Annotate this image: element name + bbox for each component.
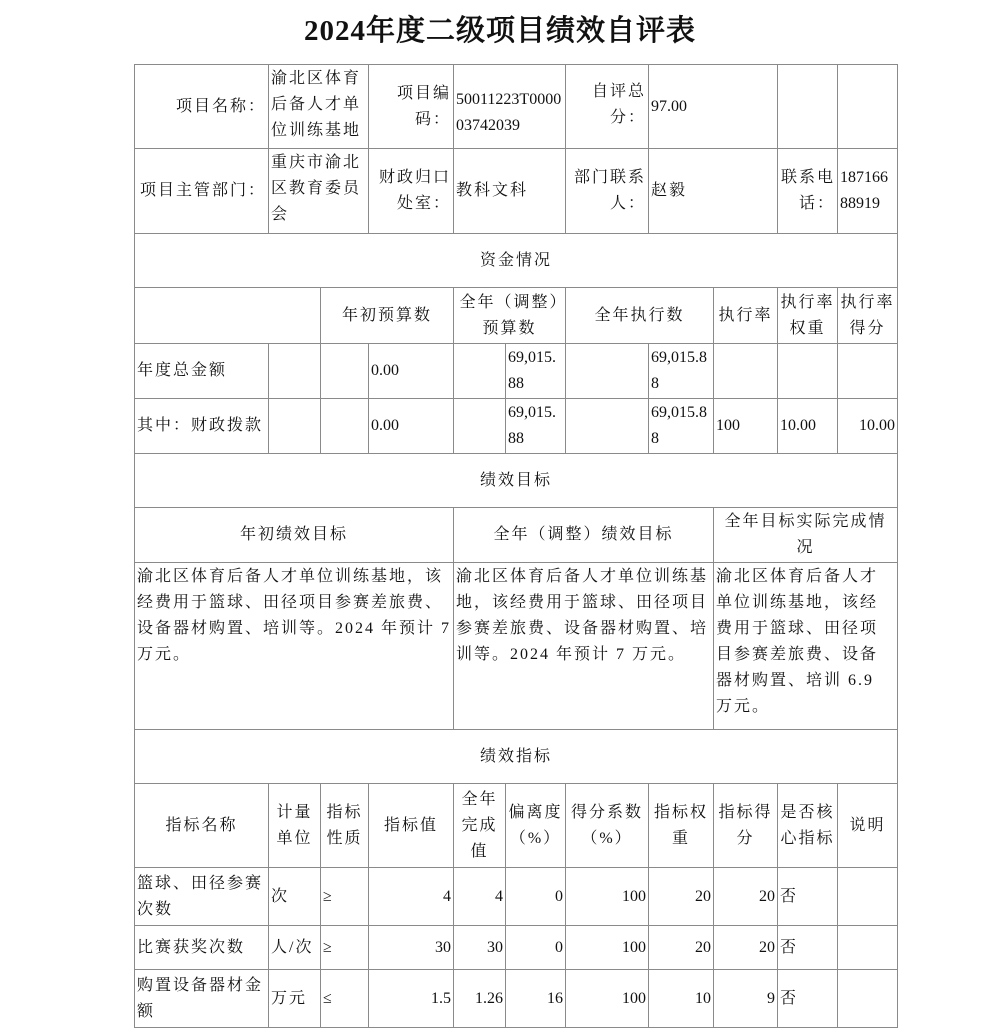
indicator-weight: 10 [649, 970, 714, 1028]
finance-label: 财政归口处室： [369, 149, 454, 234]
funds-row [135, 344, 898, 399]
adjusted-goal: 渝北区体育后备人才单位训练基地，该经费用于篮球、田径项目参赛差旅费、设备器材购置、培训等。2024 年预计 7 万元。 [454, 563, 714, 730]
project-name-label: 项目名称： [135, 65, 269, 149]
indicator-deviation: 16 [506, 970, 566, 1028]
goals-header: 全年（调整）绩效目标 [454, 508, 714, 563]
indicator-header: 说明 [838, 784, 898, 868]
indicator-target: 30 [369, 926, 454, 970]
adjusted-budget: 69,015.88 [506, 399, 566, 454]
dept-label: 项目主管部门： [135, 149, 269, 234]
rate-weight: 10.00 [778, 399, 838, 454]
executed-amount: 69,015.88 [649, 399, 714, 454]
goals-row [135, 563, 898, 730]
indicator-target: 1.5 [369, 970, 454, 1028]
funds-section-title: 资金情况 [135, 234, 898, 288]
indicator-nature: ≥ [321, 926, 369, 970]
indicator-header: 指标值 [369, 784, 454, 868]
indicator-target: 4 [369, 868, 454, 926]
execution-rate [714, 344, 778, 399]
indicator-header: 指标权重 [649, 784, 714, 868]
indicator-actual: 30 [454, 926, 506, 970]
score-value: 97.00 [649, 65, 778, 149]
indicator-row [135, 868, 898, 926]
info-row-2 [135, 149, 898, 234]
indicator-nature: ≤ [321, 970, 369, 1028]
phone-value: 18716688919 [838, 149, 898, 234]
funds-header-row [135, 288, 898, 344]
goals-header: 全年目标实际完成情况 [714, 508, 898, 563]
indicator-name: 购置设备器材金额 [135, 970, 269, 1028]
empty-cell [135, 288, 321, 344]
funds-header: 全年执行数 [566, 288, 714, 344]
indicator-coefficient: 100 [566, 970, 649, 1028]
rate-score: 10.00 [838, 399, 898, 454]
contact-label: 部门联系人： [566, 149, 649, 234]
indicator-deviation: 0 [506, 868, 566, 926]
empty-cell [838, 65, 898, 149]
indicator-weight: 20 [649, 926, 714, 970]
contact-value: 赵毅 [649, 149, 778, 234]
indicator-header: 全年完成值 [454, 784, 506, 868]
indicator-core: 否 [778, 970, 838, 1028]
funds-header: 年初预算数 [321, 288, 454, 344]
indicator-unit: 人/次 [269, 926, 321, 970]
indicator-header: 指标名称 [135, 784, 269, 868]
indicator-note [838, 926, 898, 970]
execution-rate: 100 [714, 399, 778, 454]
indicator-unit: 万元 [269, 970, 321, 1028]
indicator-header: 得分系数（%） [566, 784, 649, 868]
funds-row [135, 399, 898, 454]
indicator-weight: 20 [649, 868, 714, 926]
rate-weight [778, 344, 838, 399]
empty-cell [778, 65, 838, 149]
adjusted-budget: 69,015.88 [506, 344, 566, 399]
funds-header: 执行率 [714, 288, 778, 344]
initial-goal: 渝北区体育后备人才单位训练基地，该经费用于篮球、田径项目参赛差旅费、设备器材购置、培训等。2024 年预计 7 万元。 [135, 563, 454, 730]
indicator-score: 20 [714, 868, 778, 926]
rate-score [838, 344, 898, 399]
indicator-note [838, 868, 898, 926]
indicator-score: 20 [714, 926, 778, 970]
info-row-1 [135, 65, 898, 149]
indicator-coefficient: 100 [566, 868, 649, 926]
actual-goal: 渝北区体育后备人才单位训练基地，该经费用于篮球、田径项目参赛差旅费、设备器材购置、培训 6.9 万元。 [714, 563, 898, 730]
indicator-header: 偏离度（%） [506, 784, 566, 868]
funds-row-label: 年度总金额 [135, 344, 269, 399]
funds-header: 执行率权重 [778, 288, 838, 344]
executed-amount: 69,015.88 [649, 344, 714, 399]
project-name: 渝北区体育后备人才单位训练基地 [269, 65, 369, 149]
indicator-row [135, 926, 898, 970]
indicator-core: 否 [778, 926, 838, 970]
goals-header-row [135, 508, 898, 563]
evaluation-table [134, 64, 898, 1028]
score-label: 自评总分： [566, 65, 649, 149]
goals-section-title: 绩效目标 [135, 454, 898, 508]
goals-header: 年初绩效目标 [135, 508, 454, 563]
indicator-score: 9 [714, 970, 778, 1028]
funds-header: 全年（调整）预算数 [454, 288, 566, 344]
funds-header: 执行率得分 [838, 288, 898, 344]
phone-label: 联系电话： [778, 149, 838, 234]
funds-row-label: 其中：财政拨款 [135, 399, 269, 454]
indicator-row [135, 970, 898, 1028]
indicator-header: 指标性质 [321, 784, 369, 868]
indicators-header-row [135, 784, 898, 868]
page-title: 2024年度二级项目绩效自评表 [303, 15, 696, 47]
indicator-actual: 4 [454, 868, 506, 926]
project-code-label: 项目编码： [369, 65, 454, 149]
project-code: 50011223T000003742039 [454, 65, 566, 149]
indicator-coefficient: 100 [566, 926, 649, 970]
initial-budget: 0.00 [369, 399, 454, 454]
indicator-name: 比赛获奖次数 [135, 926, 269, 970]
dept-value: 重庆市渝北区教育委员会 [269, 149, 369, 234]
initial-budget: 0.00 [369, 344, 454, 399]
indicator-note [838, 970, 898, 1028]
indicator-header: 指标得分 [714, 784, 778, 868]
indicator-header: 是否核心指标 [778, 784, 838, 868]
finance-value: 教科文科 [454, 149, 566, 234]
indicator-nature: ≥ [321, 868, 369, 926]
indicator-deviation: 0 [506, 926, 566, 970]
indicators-section-title: 绩效指标 [135, 730, 898, 784]
indicator-header: 计量单位 [269, 784, 321, 868]
indicator-actual: 1.26 [454, 970, 506, 1028]
indicator-core: 否 [778, 868, 838, 926]
indicator-unit: 次 [269, 868, 321, 926]
indicator-name: 篮球、田径参赛次数 [135, 868, 269, 926]
